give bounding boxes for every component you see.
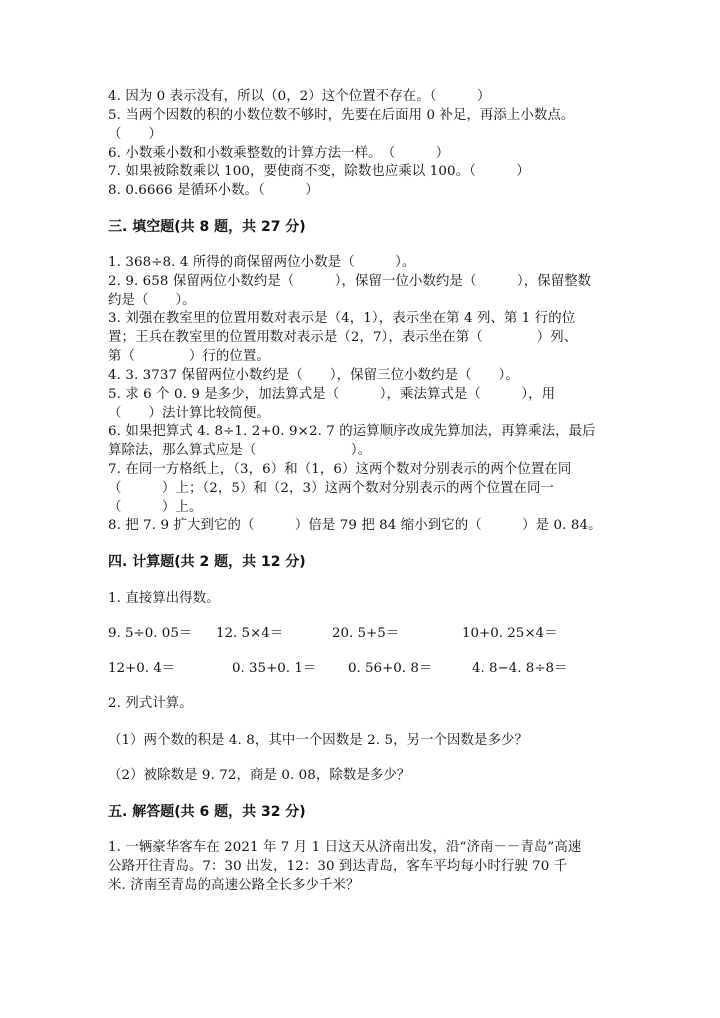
calc-expr: 12+0. 4＝ (108, 661, 176, 676)
fill-line-14: （ ）上。 (108, 500, 203, 515)
judge-item-5: 5. 当两个因数的积的小数位数不够时，先要在后面用 0 补足，再添上小数点。 (108, 108, 575, 123)
fill-section-heading: 三. 填空题(共 8 题，共 27 分) (108, 219, 306, 235)
judge-item-4: 4. 因为 0 表示没有，所以（0，2）这个位置不存在。（ ） (108, 89, 491, 104)
judge-item-6: 6. 小数乘小数和小数乘整数的计算方法一样。 （ ） (108, 146, 450, 161)
fill-line-10: 6. 如果把算式 4. 8÷1. 2+0. 9×2. 7 的运算顺序改成先算加法，再算乘法，最后 (108, 424, 596, 439)
fill-line-1: 1. 368÷8. 4 所得的商保留两位小数是（ ）。 (108, 255, 416, 270)
calc-expr: 0. 35+0. 1＝ (232, 661, 317, 676)
calc-question-2: 2. 列式计算。 (108, 696, 193, 711)
calc-question-1: 1. 直接算出得数。 (108, 591, 220, 606)
fill-line-7: 4. 3. 3737 保留两位小数约是（ ），保留三位小数约是（ ）。 (108, 368, 519, 383)
fill-line-12: 7. 在同一方格纸上，（3，6）和（1，6）这两个数对分别表示的两个位置在同 (108, 462, 572, 477)
calc-expr: 12. 5×4＝ (216, 626, 284, 641)
calc-expr: 4. 8−4. 8÷8＝ (472, 661, 568, 676)
calc-row-1 (108, 625, 628, 643)
judge-item-5-answer: （ ） (108, 127, 162, 142)
fill-line-11: 算除法，那么算式应是（ ）。 (108, 443, 372, 458)
fill-line-5: 置；王兵在教室里的位置用数对表示是（2，7），表示坐在第（ ）列、 (108, 330, 578, 345)
fill-line-4: 3. 刘强在教室里的位置用数对表示是（4，1），表示坐在第 4 列、第 1 行的位 (108, 311, 576, 326)
calc-section-heading: 四. 计算题(共 2 题，共 12 分) (108, 554, 306, 570)
calc-sub-question-2: （2）被除数是 9. 72，商是 0. 08，除数是多少？ (108, 768, 411, 783)
fill-line-8: 5. 求 6 个 0. 9 是多少，加法算式是（ ），乘法算式是（ ），用 (108, 387, 556, 402)
answer-line-2: 公路开往青岛。7：30 出发，12：30 到达青岛，客车平均每小时行驶 70 千 (108, 859, 568, 874)
calc-sub-question-1: （1）两个数的积是 4. 8，其中一个因数是 2. 5，另一个因数是多少？ (108, 733, 528, 748)
fill-line-9: （ ）法计算比较简便。 (108, 406, 270, 421)
fill-line-6: 第（ ）行的位置。 (108, 349, 270, 364)
answer-section-heading: 五. 解答题(共 6 题，共 32 分) (108, 804, 306, 820)
fill-line-15: 8. 把 7. 9 扩大到它的（ ）倍是 79 把 84 缩小到它的（ ）是 0. 84。 (108, 518, 602, 533)
fill-line-13: （ ）上；（2，5）和（2，3）这两个数对分别表示的两个位置在同一 (108, 481, 554, 496)
fill-line-2: 2. 9. 658 保留两位小数约是（ ），保留一位小数约是（ ），保留整数 (108, 274, 592, 289)
answer-line-3: 米. 济南至青岛的高速公路全长多少千米？ (108, 878, 360, 893)
answer-line-1: 1. 一辆豪华客车在 2021 年 7 月 1 日这天从济南出发，沿“济南－－青岛”高速 (108, 840, 582, 855)
judge-item-8: 8. 0.6666 是循环小数。（ ） (108, 183, 319, 198)
calc-expr: 0. 56+0. 8＝ (348, 661, 433, 676)
calc-row-2 (108, 660, 628, 678)
calc-expr: 10+0. 25×4＝ (462, 626, 558, 641)
calc-expr: 9. 5÷0. 05＝ (108, 626, 193, 641)
fill-line-3: 约是（ ）。 (108, 293, 196, 308)
calc-expr: 20. 5+5＝ (332, 626, 400, 641)
judge-item-7: 7. 如果被除数乘以 100，要使商不变，除数也应乘以 100。（ ） (108, 164, 530, 179)
